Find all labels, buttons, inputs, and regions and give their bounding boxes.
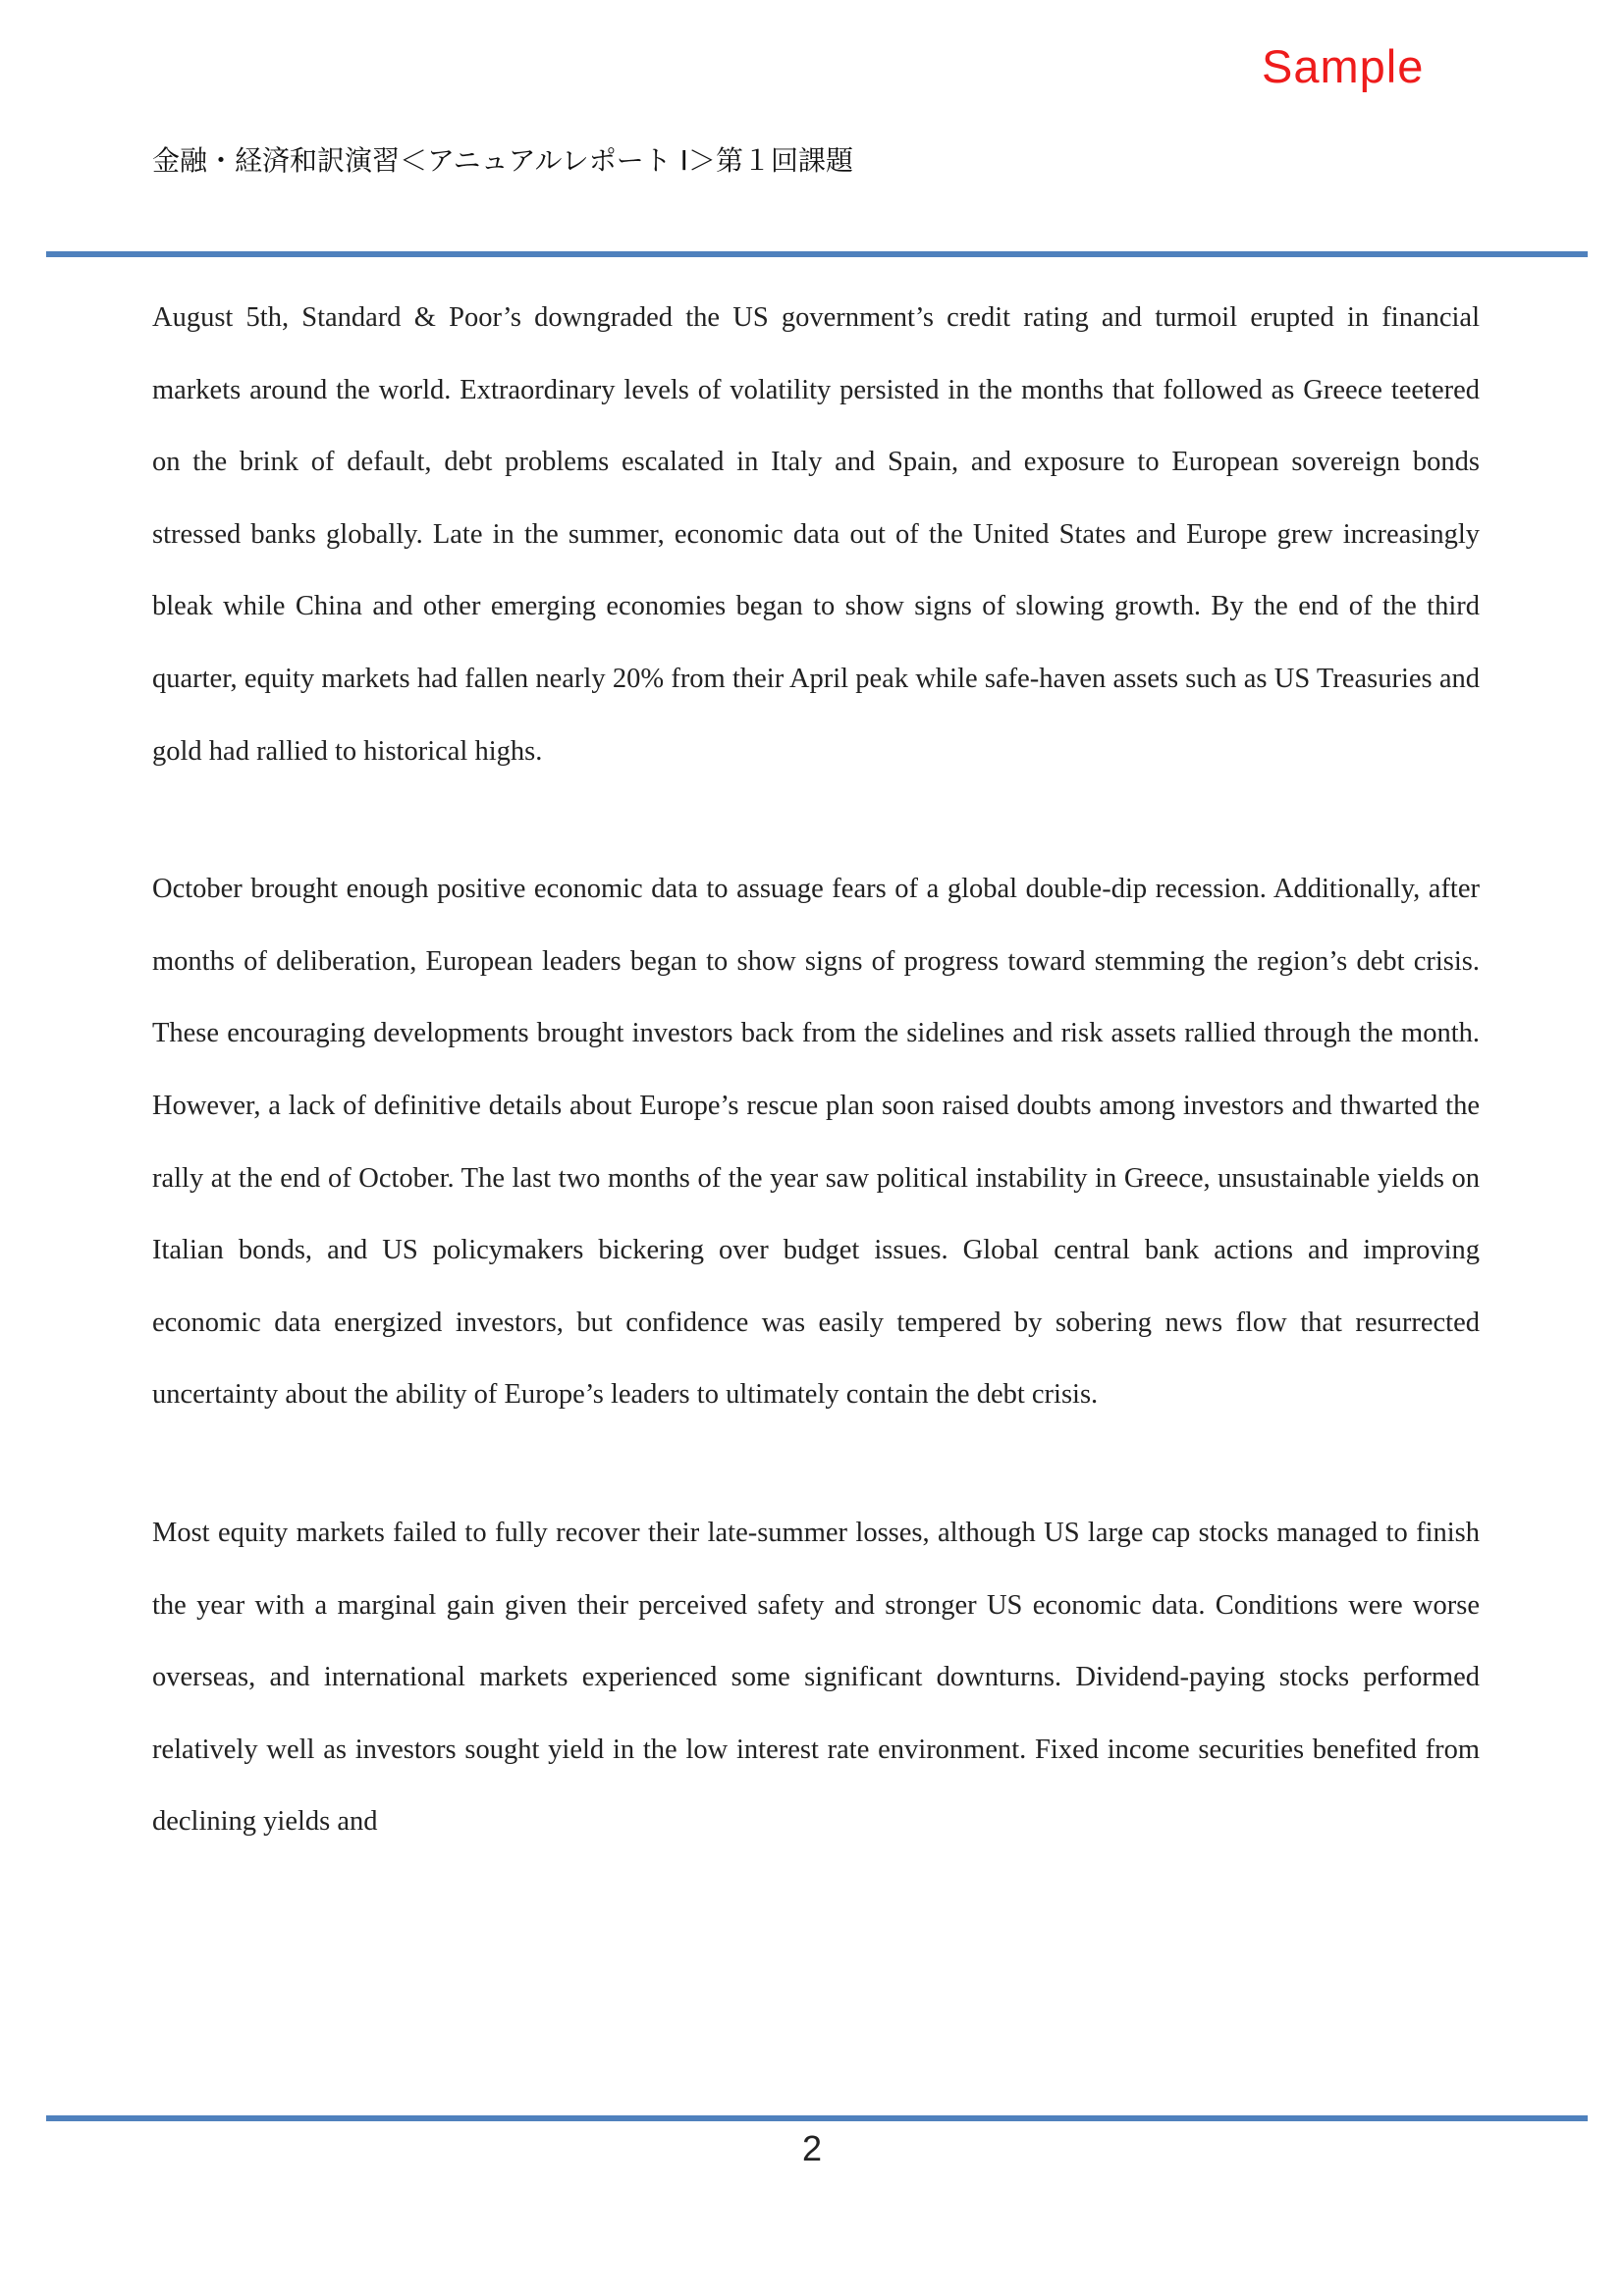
- footer-divider: [46, 2115, 1588, 2121]
- header-divider: [46, 251, 1588, 257]
- page-number: 2: [801, 2128, 823, 2168]
- body-text: [152, 282, 1480, 1924]
- paragraph-3: Most equity markets failed to fully recover their late-summer losses, although US large cap stocks managed to finish the year with a marginal gain given their perceived safety and stronger US economic data. Conditions were worse overseas, and international markets experienced some significant downturns. Dividend-paying stocks performed relatively well as investors sought yield in the low interest rate environment. Fixed income securities benefited from declining yields and: [152, 1517, 1480, 1838]
- sample-watermark: Sample: [1262, 40, 1425, 92]
- paragraph-1: August 5th, Standard & Poor’s downgraded the US government’s credit rating and turmoil erupted in financial markets around the world. Extraordinary levels of volatility persisted in the months that followed as Greece teetered on the brink of default, debt problems escalated in Italy and Spain, and exposure to European sovereign bonds stressed banks globally. Late in the summer, economic data out of the United States and Europe grew increasingly bleak while China and other emerging economies began to show signs of slowing growth. By the end of the third quarter, equity markets had fallen nearly 20% from their April peak while safe-haven assets such as US Treasuries and gold had rallied to historical highs.: [152, 302, 1480, 767]
- paragraph-2: October brought enough positive economic data to assuage fears of a global double-dip recession. Additionally, after months of deliberation, European leaders began to show signs of progress toward stemming the region’s debt crisis. These encouraging developments brought investors back from the sidelines and risk assets rallied through the month. However, a lack of definitive details about Europe’s rescue plan soon raised doubts among investors and thwarted the rally at the end of October. The last two months of the year saw political instability in Greece, unsustainable yields on Italian bonds, and US policymakers bickering over budget issues. Global central bank actions and improving economic data energized investors, but confidence was easily tempered by sobering news flow that resurrected uncertainty about the ability of Europe’s leaders to ultimately contain the debt crisis.: [152, 874, 1480, 1411]
- document-header-title: 金融・経済和訳演習＜アニュアルレポート I＞第１回課題: [152, 144, 853, 177]
